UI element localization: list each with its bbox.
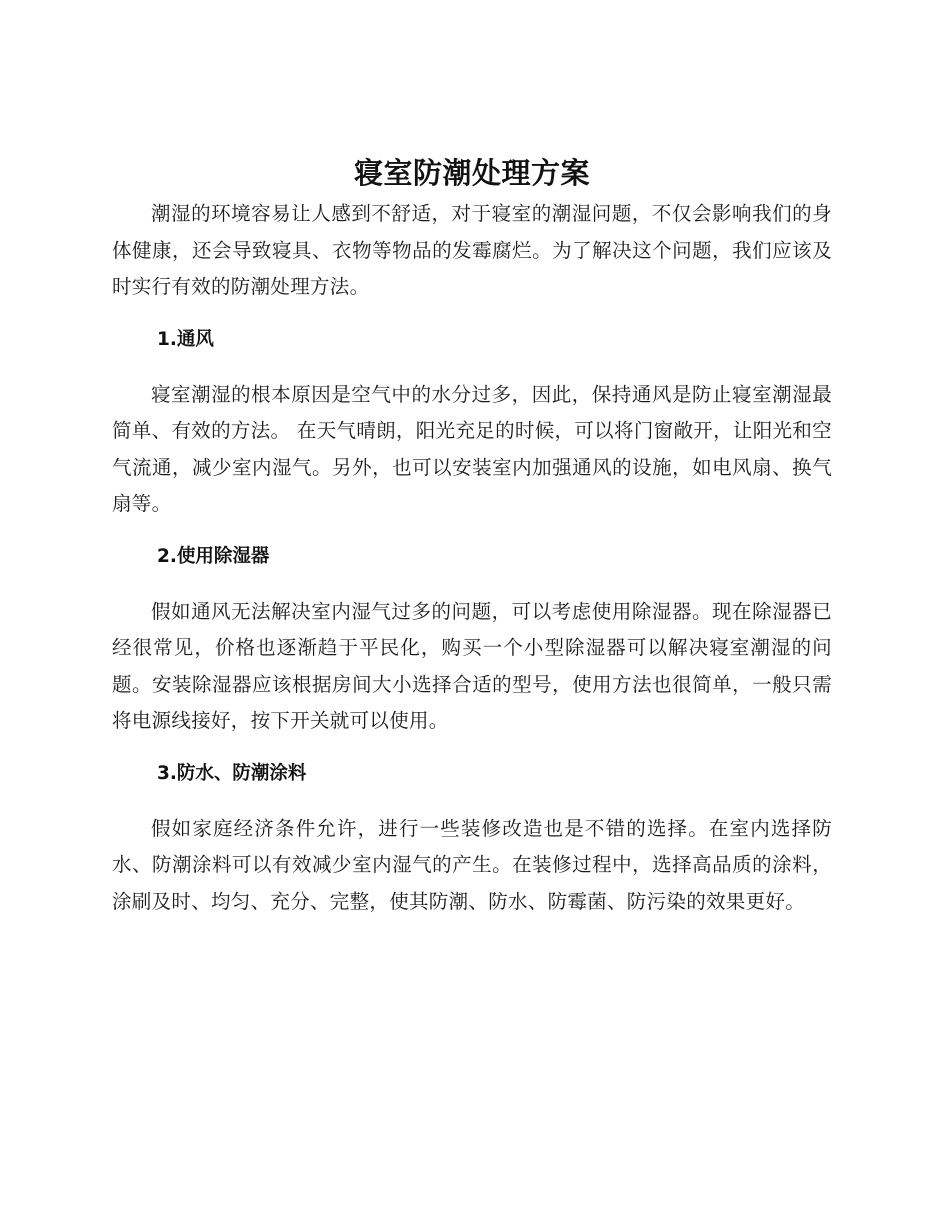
document-title: 寝室防潮处理方案 <box>353 156 590 190</box>
section-body-dehumidifier: 假如通风无法解决室内湿气过多的问题，可以考虑使用除湿器。现在除湿器已经很常见，价格也逐渐趋于平民化，购买一个小型除湿器可以解决寝室潮湿的问题。安装除湿器应该根据房间大小选择合适的型号，使用方法也很简单，一般只需将电源线接好，按下开关就可以使用。 <box>112 599 832 732</box>
section-heading-ventilation: 1.通风 <box>157 328 214 350</box>
intro-paragraph: 潮湿的环境容易让人感到不舒适，对于寝室的潮湿问题，不仅会影响我们的身体健康，还会导致寝具、衣物等物品的发霉腐烂。为了解决这个问题，我们应该及时实行有效的防潮处理方法。 <box>112 202 832 298</box>
document-page <box>112 150 832 920</box>
section-heading-coating: 3.防水、防潮涂料 <box>157 762 307 784</box>
section-heading-dehumidifier: 2.使用除湿器 <box>157 545 270 567</box>
section-body-coating: 假如家庭经济条件允许，进行一些装修改造也是不错的选择。在室内选择防水、防潮涂料可以有效减少室内湿气的产生。在装修过程中，选择高品质的涂料，涂刷及时、均匀、充分、完整，使其防潮、防水、防霉菌、防污染的效果更好。 <box>112 816 832 913</box>
section-body-ventilation: 寝室潮湿的根本原因是空气中的水分过多，因此，保持通风是防止寝室潮湿最简单、有效的方法。 在天气晴朗，阳光充足的时候，可以将门窗敞开，让阳光和空气流通，减少室内湿气。另外，也可以安装室内加强通风的设施，如电风扇、换气扇等。 <box>112 382 832 515</box>
